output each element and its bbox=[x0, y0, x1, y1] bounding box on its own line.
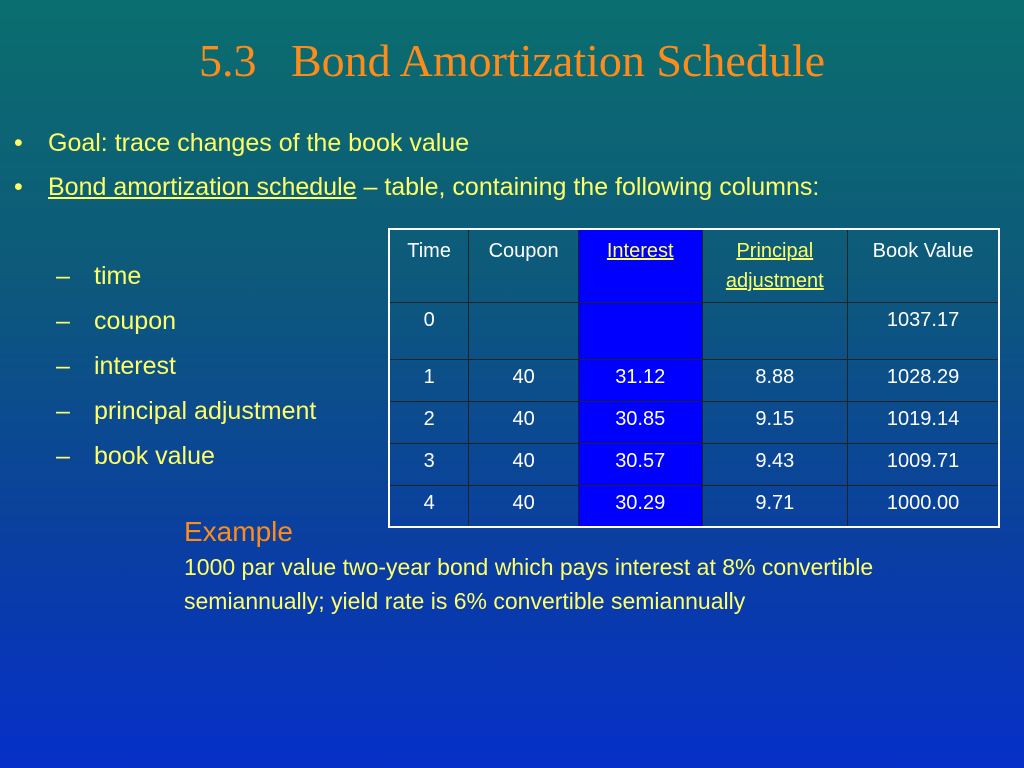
col-header-time: Time bbox=[389, 229, 469, 302]
example-title: Example bbox=[184, 516, 293, 547]
bullet-schedule bbox=[14, 170, 894, 205]
example-text: 1000 par value two-year bond which pays interest at 8% convertible semiannually; yield rate is 6% convertible semiannually bbox=[184, 554, 874, 614]
sub-item: – interest bbox=[56, 352, 176, 380]
col-header-interest: Interest bbox=[578, 229, 702, 302]
bullet-goal bbox=[14, 126, 894, 161]
table-row: 3 40 30.57 9.43 1009.71 bbox=[389, 443, 999, 485]
slide-title: 5.3 Bond Amortization Schedule bbox=[198, 35, 826, 86]
amortization-table bbox=[388, 228, 1000, 528]
bullet-rest: – table, containing the following columns: bbox=[356, 173, 820, 201]
table-row: 4 40 30.29 9.71 1000.00 bbox=[389, 485, 999, 527]
sub-item: – time bbox=[56, 262, 142, 290]
example-block bbox=[184, 514, 944, 618]
col-header-coupon: Coupon bbox=[469, 229, 579, 302]
underlined-term: Bond amortization schedule bbox=[48, 173, 357, 201]
bullet-list bbox=[14, 126, 894, 214]
column-list bbox=[56, 254, 316, 479]
table-header-row bbox=[389, 229, 999, 302]
col-header-book-value: Book Value bbox=[848, 229, 999, 302]
sub-item: – coupon bbox=[56, 307, 177, 335]
sub-item: – book value bbox=[56, 442, 215, 470]
bullet-text: Goal: trace changes of the book value bbox=[48, 129, 470, 157]
table-row: 0 1037.17 bbox=[389, 302, 999, 359]
table-row: 2 40 30.85 9.15 1019.14 bbox=[389, 401, 999, 443]
bullet-dot: • bbox=[14, 173, 23, 201]
bullet-text bbox=[48, 170, 894, 205]
col-header-principal: Principal adjustment bbox=[702, 229, 848, 302]
bullet-dot: • bbox=[14, 129, 23, 157]
sub-item: – principal adjustment bbox=[56, 397, 317, 425]
table-row: 1 40 31.12 8.88 1028.29 bbox=[389, 359, 999, 401]
